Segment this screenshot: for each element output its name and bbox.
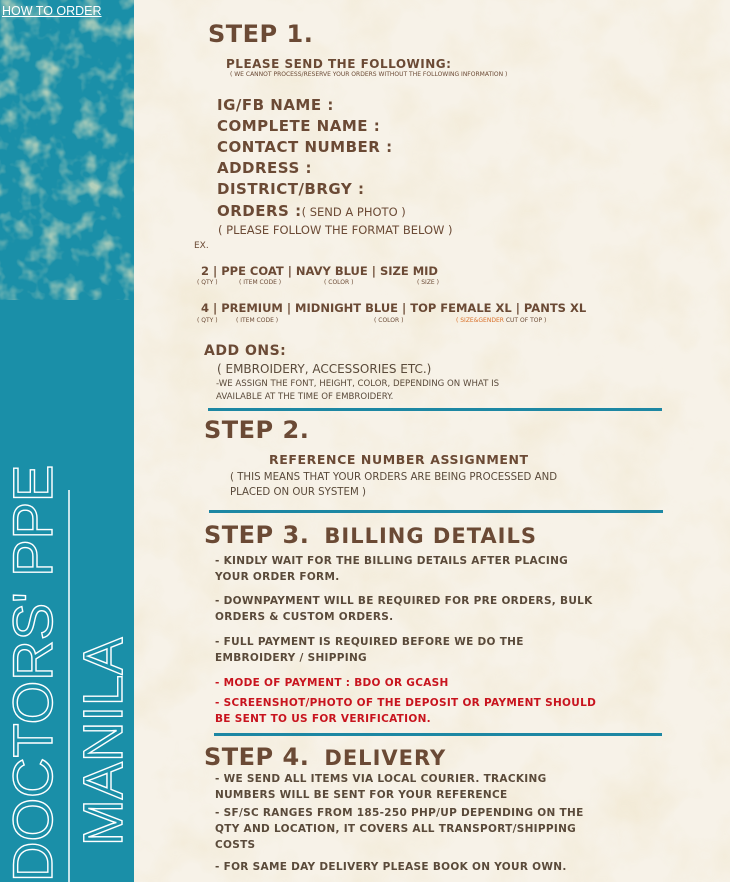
step3-p5a: - SCREENSHOT/PHOTO OF THE DEPOSIT OR PAYMENT SHOULD <box>215 697 597 709</box>
step4-p1a: - WE SEND ALL ITEMS VIA LOCAL COURIER. TRACKING <box>215 773 547 785</box>
addons-line1: -WE ASSIGN THE FONT, HEIGHT, COLOR, DEPENDING ON WHAT IS <box>216 379 500 389</box>
brand-line2: MANILA <box>71 637 134 846</box>
ex1-qty: ( QTY ) <box>197 279 218 286</box>
step2-line2: PLACED ON OUR SYSTEM ) <box>230 487 366 498</box>
step4-p2a: - SF/SC RANGES FROM 185-250 PHP/UP DEPENDING ON THE <box>215 807 584 819</box>
step2-title: STEP 2. <box>204 416 310 444</box>
step1-title: STEP 1. <box>208 20 314 48</box>
orders-row <box>217 201 406 220</box>
addons-line2: AVAILABLE AT THE TIME OF EMBROIDERY. <box>216 392 394 402</box>
example1: 2 | PPE COAT | NAVY BLUE | SIZE MID <box>201 264 438 278</box>
field-igfb: IG/FB NAME : <box>217 96 334 114</box>
brand-logo <box>0 0 134 882</box>
step3-p2a: - DOWNPAYMENT WILL BE REQUIRED FOR PRE ORDERS, BULK <box>215 595 593 607</box>
field-address: ADDRESS : <box>217 159 312 177</box>
ex2-color: ( COLOR ) <box>374 317 404 324</box>
step4-p2b: QTY AND LOCATION, IT COVERS ALL TRANSPORT/SHIPPING <box>215 823 577 835</box>
how-to-order-link[interactable]: HOW TO ORDER <box>2 4 102 18</box>
step3-title: STEP 3. <box>204 521 310 549</box>
ex2-sizegender: ( SIZE&GENDER <box>456 317 504 324</box>
step3-p3b: EMBROIDERY / SHIPPING <box>215 652 367 664</box>
divider-addons <box>208 408 662 411</box>
step4-p3: - FOR SAME DAY DELIVERY PLEASE BOOK ON YOUR OWN. <box>215 861 567 873</box>
step2-heading: REFERENCE NUMBER ASSIGNMENT <box>269 452 529 467</box>
addons-title: ADD ONS: <box>204 343 287 359</box>
ex2-size-label <box>456 317 546 324</box>
step3-p1b: YOUR ORDER FORM. <box>215 571 340 583</box>
ex2-cut: CUT OF TOP ) <box>503 317 547 324</box>
step3-header <box>204 521 537 549</box>
orders-note: ( SEND A PHOTO ) <box>301 205 406 219</box>
please-send-heading: PLEASE SEND THE FOLLOWING: <box>226 57 452 71</box>
ex1-size: ( SIZE ) <box>417 279 439 286</box>
ex1-itemcode: ( ITEM CODE ) <box>239 279 282 286</box>
step3-p2b: ORDERS & CUSTOM ORDERS. <box>215 611 394 623</box>
step3-p5b: BE SENT TO US FOR VERIFICATION. <box>215 713 431 725</box>
step2-line1: ( THIS MEANS THAT YOUR ORDERS ARE BEING PROCESSED AND <box>230 472 558 483</box>
ex2-itemcode: ( ITEM CODE ) <box>236 317 279 324</box>
example2: 4 | PREMIUM | MIDNIGHT BLUE | TOP FEMALE XL | PANTS XL <box>201 301 587 315</box>
ex-label: EX. <box>194 241 209 251</box>
step3-payment-mode: - MODE OF PAYMENT : BDO OR GCASH <box>215 677 449 689</box>
step3-p1a: - KINDLY WAIT FOR THE BILLING DETAILS AFTER PLACING <box>215 555 569 567</box>
step4-header <box>204 743 446 771</box>
ex1-color: ( COLOR ) <box>324 279 354 286</box>
field-district: DISTRICT/BRGY : <box>217 180 365 198</box>
orders-label: ORDERS : <box>217 202 302 220</box>
disclaimer: ( WE CANNOT PROCESS/RESERVE YOUR ORDERS WITHOUT THE FOLLOWING INFORMATION ) <box>230 71 508 78</box>
step4-subtitle: DELIVERY <box>324 746 447 770</box>
field-contact-number: CONTACT NUMBER : <box>217 138 393 156</box>
step4-p1b: NUMBERS WILL BE SENT FOR YOUR REFERENCE <box>215 789 508 801</box>
main-content <box>134 0 730 882</box>
divider-step2 <box>209 510 663 513</box>
step3-p3a: - FULL PAYMENT IS REQUIRED BEFORE WE DO THE <box>215 636 524 648</box>
step3-subtitle: BILLING DETAILS <box>324 524 537 548</box>
step4-title: STEP 4. <box>204 743 310 771</box>
brand-line1: DOCTORS' PPE <box>1 464 64 882</box>
sidebar <box>0 0 134 882</box>
format-note: ( PLEASE FOLLOW THE FORMAT BELOW ) <box>218 223 453 237</box>
addons-subtitle: ( EMBROIDERY, ACCESSORIES ETC.) <box>217 362 432 376</box>
field-complete-name: COMPLETE NAME : <box>217 117 381 135</box>
divider-step3 <box>214 733 662 736</box>
ex2-qty: ( QTY ) <box>197 317 218 324</box>
step4-p2c: COSTS <box>215 839 256 851</box>
